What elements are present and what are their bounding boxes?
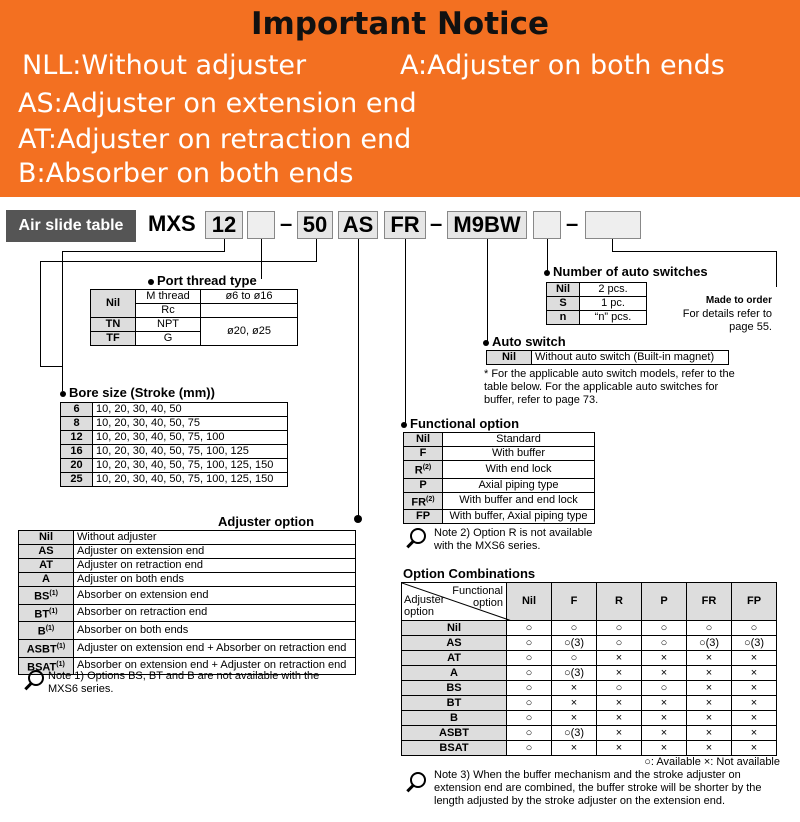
table-cell: BS [402,681,507,696]
func-title: Functional option [401,416,519,431]
table-cell: × [552,741,597,756]
table-cell: FR [687,583,732,621]
bore-code: 12 [205,211,243,239]
combo-table [401,582,777,756]
banner-line: NLL:Without adjuster [22,50,307,81]
adjuster-table [18,530,356,675]
table-cell: Rc [136,304,201,318]
table-cell: R [597,583,642,621]
table-cell: Nil [507,583,552,621]
table-cell: 6 [61,403,93,417]
table-cell: × [642,741,687,756]
table-cell: 25 [61,473,93,487]
table-cell: FP [404,510,443,524]
combo-row [402,741,777,756]
dash: – [566,211,579,236]
table-cell: BT [402,696,507,711]
table-cell: BSAT$^{(1)}$ [19,657,74,675]
table-cell: Without adjuster [74,531,356,545]
note3: Note 3) When the buffer mechanism and the stroke adjuster on extension end are combined, the buffer stroke will be shorter by the length adjusted by the stroke adjuster on the extension end. [434,769,762,807]
table-cell: 10, 20, 30, 40, 50, 75, 100, 125, 150 [93,473,288,487]
table-cell: ○ [552,621,597,636]
table-cell: Nil [487,351,532,365]
table-cell: ○ [507,711,552,726]
product-label: Air slide table [6,210,136,242]
table-cell: Nil [404,433,443,447]
combo-row [402,621,777,636]
table-cell [201,304,298,318]
table-cell: Absorber on extension end + Adjuster on retraction end [74,657,356,675]
switches-title: Number of auto switches [544,264,708,279]
table-cell: Adjuster on extension end + Absorber on retraction end [74,639,356,657]
func-code: FR [384,211,426,239]
table-cell: × [687,711,732,726]
table-cell: × [732,681,777,696]
port-table [90,289,298,346]
table-cell: A [402,666,507,681]
table-cell: With end lock [443,461,595,479]
table-cell: 10, 20, 30, 40, 50 [93,403,288,417]
table-cell: ○ [507,651,552,666]
table-cell: Nil [91,290,136,318]
table-cell: Absorber on retraction end [74,604,356,622]
table-cell: 10, 20, 30, 40, 50, 75, 100 [93,431,288,445]
table-cell: F [552,583,597,621]
table-cell: 16 [61,445,93,459]
table-cell: × [642,696,687,711]
port-title: Port thread type [148,273,257,288]
table-cell: × [597,696,642,711]
table-cell: Adjuster on extension end [74,545,356,559]
table-cell: ø6 to ø16 [201,290,298,304]
table-cell: Absorber on both ends [74,622,356,640]
table-cell: P [404,478,443,492]
table-cell: TF [91,332,136,346]
table-cell: “n” pcs. [580,311,647,325]
banner-line: AS:Adjuster on extension end [18,88,417,119]
table-cell: M thread [136,290,201,304]
table-cell: ○ [687,621,732,636]
table-cell: ○ [597,636,642,651]
table-cell: 20 [61,459,93,473]
combo-legend: ○: Available ×: Not available [644,756,780,768]
combo-row [402,666,777,681]
table-cell: $B^{(1)}$ [19,622,74,640]
table-cell: × [732,651,777,666]
table-cell: ○ [507,696,552,711]
table-cell: × [597,711,642,726]
table-cell: With buffer, Axial piping type [443,510,595,524]
table-cell: ○ [507,621,552,636]
switches-table [546,282,647,325]
table-cell: NPT [136,318,201,332]
switch-qty-box [533,211,561,239]
mto-title: Made to order [705,295,772,306]
table-cell: ○ [597,621,642,636]
table-cell: ○(3) [552,726,597,741]
table-cell: × [687,651,732,666]
auto-title: Auto switch [483,334,566,349]
table-cell: AT [19,559,74,573]
mto-box [585,211,641,239]
table-cell: ASBT [402,726,507,741]
mto-text: For details refer to page 55. [682,308,772,333]
table-cell: P [642,583,687,621]
combo-row [402,711,777,726]
table-cell: × [732,711,777,726]
combo-row [402,681,777,696]
table-cell: × [732,741,777,756]
combo-row [402,651,777,666]
table-cell: × [687,696,732,711]
table-cell: 2 pcs. [580,283,647,297]
table-cell: 10, 20, 30, 40, 50, 75 [93,417,288,431]
bore-title: Bore size (Stroke (mm)) [60,385,215,400]
table-cell: S [547,297,580,311]
table-cell: × [642,651,687,666]
banner-line: B:Absorber on both ends [18,158,354,189]
func-table [403,432,595,524]
table-cell: Nil [402,621,507,636]
table-cell: BS$^{(1)}$ [19,587,74,605]
table-cell: ○ [732,621,777,636]
model-prefix: MXS [148,211,196,236]
table-cell: × [732,726,777,741]
table-cell: A [19,573,74,587]
combo-row [402,696,777,711]
table-cell: ○ [507,681,552,696]
table-cell: ○ [642,681,687,696]
bore-table [60,402,288,487]
table-cell: × [642,726,687,741]
table-cell: TN [91,318,136,332]
magnifier-icon [410,528,426,544]
table-cell: 12 [61,431,93,445]
adjuster-title: Adjuster option [218,514,315,529]
banner-title: Important Notice [250,6,550,42]
table-cell: F [404,447,443,461]
table-cell: × [597,651,642,666]
table-cell: Without auto switch (Built-in magnet) [532,351,729,365]
table-cell: Adjuster on both ends [74,573,356,587]
table-cell: ASBT$^{(1)}$ [19,639,74,657]
table-cell: G [136,332,201,346]
table-cell: × [687,666,732,681]
table-cell: × [642,711,687,726]
table-cell: AT [402,651,507,666]
table-cell: AS [19,545,74,559]
table-cell: × [687,741,732,756]
table-cell: × [597,726,642,741]
table-cell: 1 pc. [580,297,647,311]
table-cell: ○ [552,651,597,666]
table-cell: Axial piping type [443,478,595,492]
note1: Note 1) Options BS, BT and B are not available with the MXS6 series. [48,670,320,695]
note2: Note 2) Option R is not available with the MXS6 series. [434,527,593,552]
table-cell: Nil [19,531,74,545]
adjuster-code: AS [338,211,378,239]
table-cell: 10, 20, 30, 40, 50, 75, 100, 125, 150 [93,459,288,473]
table-cell: Adjuster on retraction end [74,559,356,573]
combo-title: Option Combinations [403,566,536,581]
table-cell: ø20, ø25 [201,318,298,346]
auto-note: * For the applicable auto switch models, refer to the table below. For the applicable auto switches for buffer, refer to page 73. [484,368,735,406]
table-cell: B [402,711,507,726]
table-cell: FR$^{(2)}$ [404,492,443,510]
table-cell: FP [732,583,777,621]
table-cell: ○ [507,726,552,741]
table-cell: ○(3) [732,636,777,651]
table-cell: BT$^{(1)}$ [19,604,74,622]
table-cell: ○ [597,681,642,696]
banner-line: A:Adjuster on both ends [400,50,725,81]
magnifier-icon [410,772,426,788]
table-cell: Standard [443,433,595,447]
table-cell: ○(3) [552,636,597,651]
table-cell: 10, 20, 30, 40, 50, 75, 100, 125 [93,445,288,459]
combo-row [402,636,777,651]
table-cell: Nil [547,283,580,297]
table-cell: ○(3) [687,636,732,651]
dash: – [430,211,443,236]
dash: – [280,211,293,236]
table-cell: $R^{(2)}$ [404,461,443,479]
table-cell: ○ [507,741,552,756]
table-cell: ○ [642,621,687,636]
table-cell: × [687,726,732,741]
table-cell: AS [402,636,507,651]
table-cell: Absorber on extension end [74,587,356,605]
table-cell: × [732,666,777,681]
table-cell: 8 [61,417,93,431]
table-cell: ○ [507,666,552,681]
table-cell: × [552,711,597,726]
auto-table [486,350,729,365]
table-cell: × [597,666,642,681]
table-cell: × [732,696,777,711]
table-cell: ○(3) [552,666,597,681]
table-cell: × [597,741,642,756]
port-code-box [247,211,275,239]
table-cell: BSAT [402,741,507,756]
combo-row [402,726,777,741]
table-cell: ○ [642,636,687,651]
table-cell: ○ [507,636,552,651]
table-cell: × [687,681,732,696]
table-cell: × [642,666,687,681]
table-cell: Functional option Adjuster option [402,583,507,621]
table-cell: × [552,696,597,711]
banner-line: AT:Adjuster on retraction end [18,124,412,155]
stroke-code: 50 [297,211,333,239]
table-cell: With buffer and end lock [443,492,595,510]
switch-code: M9BW [447,211,527,239]
notice-banner [0,0,800,197]
table-cell: n [547,311,580,325]
table-cell: With buffer [443,447,595,461]
table-cell: × [552,681,597,696]
magnifier-icon [28,670,44,686]
